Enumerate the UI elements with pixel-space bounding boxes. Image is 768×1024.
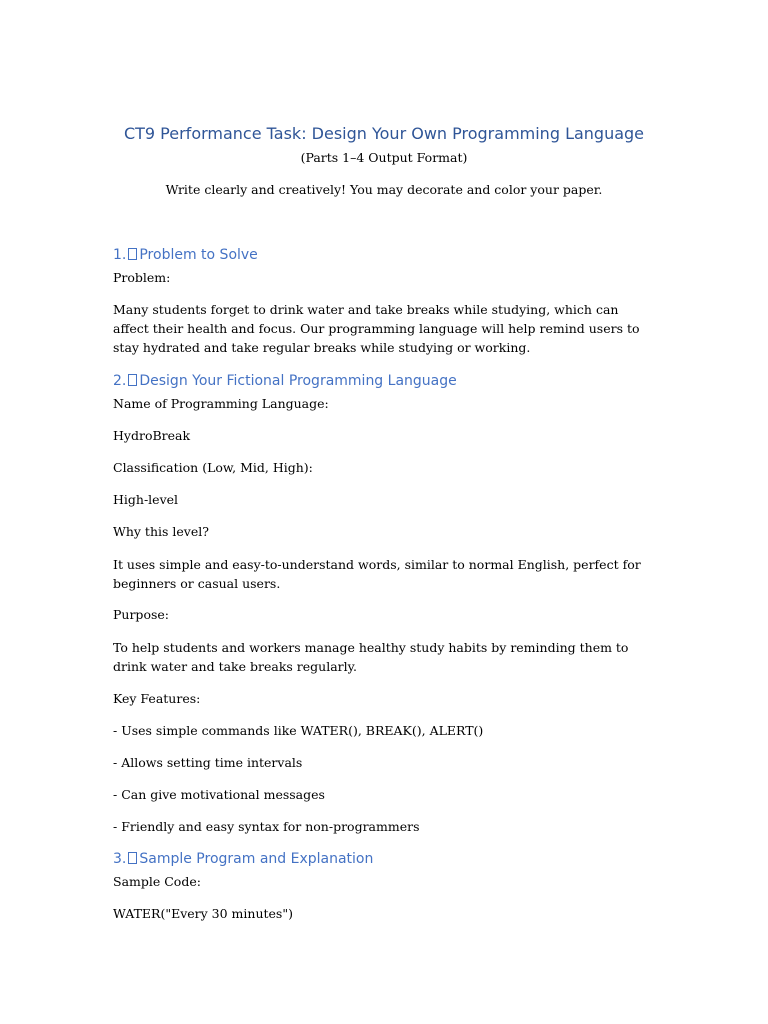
- missing-glyph-icon: [128, 852, 137, 864]
- section2-number: 2.: [113, 373, 127, 389]
- feature-item: - Allows setting time intervals: [113, 755, 303, 770]
- problem-label: Problem:: [113, 270, 171, 285]
- feature-item: - Friendly and easy syntax for non-programmers: [113, 819, 420, 834]
- classification-value: High-level: [113, 492, 179, 507]
- section1-number: 1.: [113, 247, 127, 263]
- section2-heading: [113, 373, 457, 389]
- problem-text: Many students forget to drink water and take breaks while studying, which can affect their health and focus. Our programming language will help remind users to stay hydrated and take regular breaks while studying or working.: [113, 302, 640, 355]
- sample-code-line: WATER("Every 30 minutes"): [113, 906, 293, 921]
- purpose-label: Purpose:: [113, 607, 169, 622]
- section2-title: Design Your Fictional Programming Language: [139, 373, 457, 389]
- section3-number: 3.: [113, 851, 127, 867]
- sample-code-label: Sample Code:: [113, 874, 201, 889]
- why-label: Why this level?: [113, 524, 209, 539]
- section3-heading: [113, 851, 373, 867]
- section3-title: Sample Program and Explanation: [139, 851, 374, 867]
- language-name-label: Name of Programming Language:: [113, 396, 329, 411]
- section1-heading: [113, 247, 258, 263]
- classification-label: Classification (Low, Mid, High):: [113, 460, 313, 475]
- document-subtitle: (Parts 1–4 Output Format): [300, 150, 468, 165]
- section1-title: Problem to Solve: [139, 247, 258, 263]
- why-text: It uses simple and easy-to-understand words, similar to normal English, perfect for beginners or casual users.: [113, 557, 641, 591]
- feature-item: - Can give motivational messages: [113, 787, 325, 802]
- document-title: CT9 Performance Task: Design Your Own Programming Language: [123, 124, 645, 143]
- missing-glyph-icon: [128, 248, 137, 260]
- missing-glyph-icon: [128, 374, 137, 386]
- purpose-text: To help students and workers manage healthy study habits by reminding them to drink water and take breaks regularly.: [113, 640, 629, 674]
- features-label: Key Features:: [113, 691, 201, 706]
- feature-item: - Uses simple commands like WATER(), BREAK(), ALERT(): [113, 723, 484, 738]
- language-name-value: HydroBreak: [113, 428, 191, 443]
- document-instruction: Write clearly and creatively! You may decorate and color your paper.: [165, 182, 603, 197]
